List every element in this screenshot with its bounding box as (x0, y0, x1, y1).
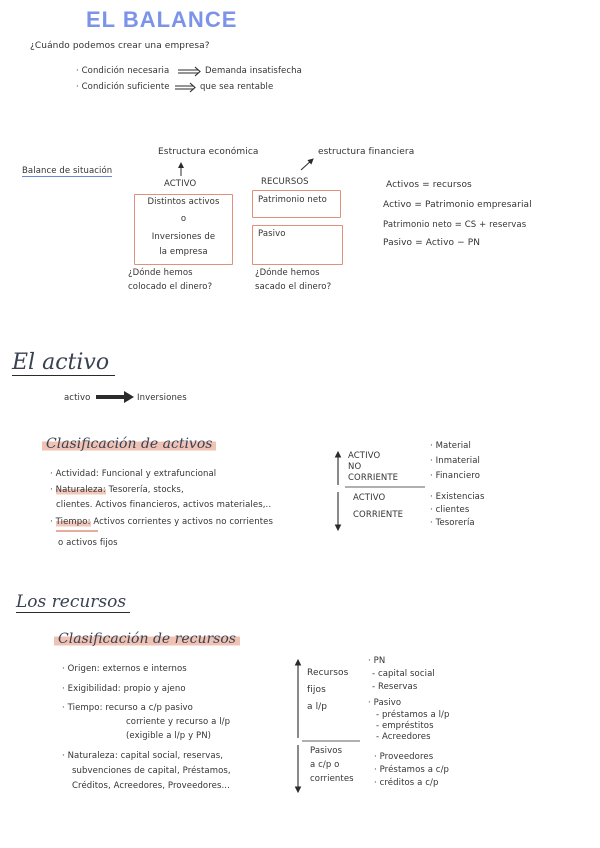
formula-3: Patrimonio neto = CS + reservas (383, 220, 527, 230)
condition-sufficient-label: · Condición suficiente (76, 82, 170, 92)
recursos-item-origen: · Origen: externos e internos (62, 664, 187, 674)
no-corriente-item-2: · Inmaterial (430, 456, 480, 466)
activo-box-line2: o (180, 214, 187, 224)
fijos-item-6: - empréstitos (376, 721, 434, 731)
question-right-line1: ¿Dónde hemos (255, 268, 320, 278)
recursos-item-tiempo-cont1: corriente y recurso a l/p (126, 717, 231, 727)
corriente-label-2: CORRIENTE (353, 510, 404, 520)
recursos-section-title: Los recursos (16, 592, 130, 613)
activo-item-tiempo-cont: o activos fijos (58, 538, 118, 548)
recursos-item-naturaleza: · Naturaleza: capital social, reservas, (62, 751, 224, 761)
corrientes-label-1: Pasivos (310, 746, 343, 756)
naturaleza-text: Tesorería, stocks, (108, 485, 184, 495)
thick-arrow-icon (96, 391, 134, 403)
activo-box-line4: la empresa (159, 247, 208, 257)
fijos-item-3: - Reservas (372, 682, 418, 692)
page-title: EL BALANCE (86, 7, 238, 32)
condition-sufficient-result: que sea rentable (200, 82, 274, 92)
fijos-item-7: - Acreedores (376, 732, 431, 742)
condition-necessary-result: Demanda insatisfecha (205, 66, 302, 76)
question-right-line2: sacado el dinero? (255, 282, 332, 292)
corrientes-item-2: · Préstamos a c/p (374, 765, 450, 775)
balance-label: Balance de situación (22, 166, 113, 176)
question-text: ¿Cuándo podemos crear una empresa? (30, 41, 210, 51)
recursos-classification-heading: Clasificación de recursos (54, 631, 240, 647)
corriente-item-2: · clientes (430, 505, 470, 515)
question-left-line1: ¿Dónde hemos (128, 268, 193, 278)
no-corriente-item-1: · Material (430, 441, 471, 451)
recursos-item-naturaleza-cont1: subvenciones de capital, Préstamos, (72, 766, 231, 776)
fijos-item-5: - préstamos a l/p (376, 710, 450, 720)
formula-4: Pasivo = Activo − PN (383, 238, 481, 248)
double-arrow-icon (175, 83, 195, 92)
formula-2: Activo = Patrimonio empresarial (383, 200, 532, 210)
fijos-label-2: fijos (307, 685, 326, 695)
corriente-item-1: · Existencias (430, 492, 485, 502)
activo-box-line3: Inversiones de (151, 232, 216, 242)
corriente-item-3: · Tesorería (430, 518, 475, 528)
fijos-label-3: a l/p (307, 702, 328, 712)
fijos-label-1: Recursos (307, 668, 349, 678)
naturaleza-label: Naturaleza: (55, 485, 106, 495)
activo-item-tiempo: · Tiempo: Activos corrientes y activos no corrientes (50, 517, 274, 527)
financial-structure-label: estructura financiera (318, 147, 415, 157)
corrientes-item-3: · créditos a c/p (374, 778, 439, 788)
recursos-item-naturaleza-cont2: Créditos, Acreedores, Proveedores... (72, 781, 230, 791)
actividad-label: Actividad: (55, 469, 99, 479)
tiempo-text: Activos corrientes y activos no corrientes (93, 517, 274, 527)
condition-necessary-label: · Condición necesaria (76, 66, 170, 76)
actividad-text: Funcional y extrafuncional (101, 469, 217, 479)
activo-item-naturaleza: · Naturaleza: Tesorería, stocks, (50, 485, 184, 495)
activo-item-naturaleza-cont: clientes. Activos financieros, activos materiales,.. (56, 500, 272, 510)
diagonal-arrow-icon (301, 159, 313, 170)
no-corriente-item-3: · Financiero (430, 471, 480, 481)
patrimonio-box-label: Patrimonio neto (258, 195, 327, 205)
corrientes-label-2: a c/p o (310, 760, 340, 770)
pasivo-box-label: Pasivo (258, 229, 286, 239)
activo-section-title: El activo (12, 350, 115, 376)
activo-box-line1: Distintos activos (147, 197, 220, 207)
recursos-item-exigibilidad: · Exigibilidad: propio y ajeno (62, 684, 186, 694)
fijos-item-2: - capital social (372, 669, 435, 679)
fijos-item-4: · Pasivo (368, 698, 402, 708)
activo-arrow-from: activo (64, 393, 91, 403)
activo-arrow-to: Inversiones (137, 393, 187, 403)
corriente-label-1: ACTIVO (353, 493, 386, 503)
no-corriente-label-2: NO (348, 462, 362, 472)
double-arrow-icon (178, 67, 200, 76)
question-left-line2: colocado el dinero? (128, 282, 213, 292)
recursos-item-tiempo: · Tiempo: recurso a c/p pasivo (62, 703, 193, 713)
activo-heading: ACTIVO (164, 179, 197, 189)
activo-item-actividad: · Actividad: Funcional y extrafuncional (50, 469, 217, 479)
corrientes-label-3: corrientes (310, 774, 354, 784)
corrientes-item-1: · Proveedores (374, 752, 434, 762)
fijos-item-1: · PN (368, 656, 386, 666)
tiempo-label: Tiempo: (55, 517, 91, 527)
economic-structure-label: Estructura económica (158, 147, 259, 157)
no-corriente-label-3: CORRIENTE (348, 473, 399, 483)
recursos-item-tiempo-cont2: (exigible a l/p y PN) (126, 731, 212, 741)
activo-classification-heading: Clasificación de activos (42, 436, 216, 452)
recursos-heading: RECURSOS (261, 177, 309, 187)
no-corriente-label-1: ACTIVO (348, 451, 381, 461)
formula-1: Activos = recursos (386, 180, 472, 190)
